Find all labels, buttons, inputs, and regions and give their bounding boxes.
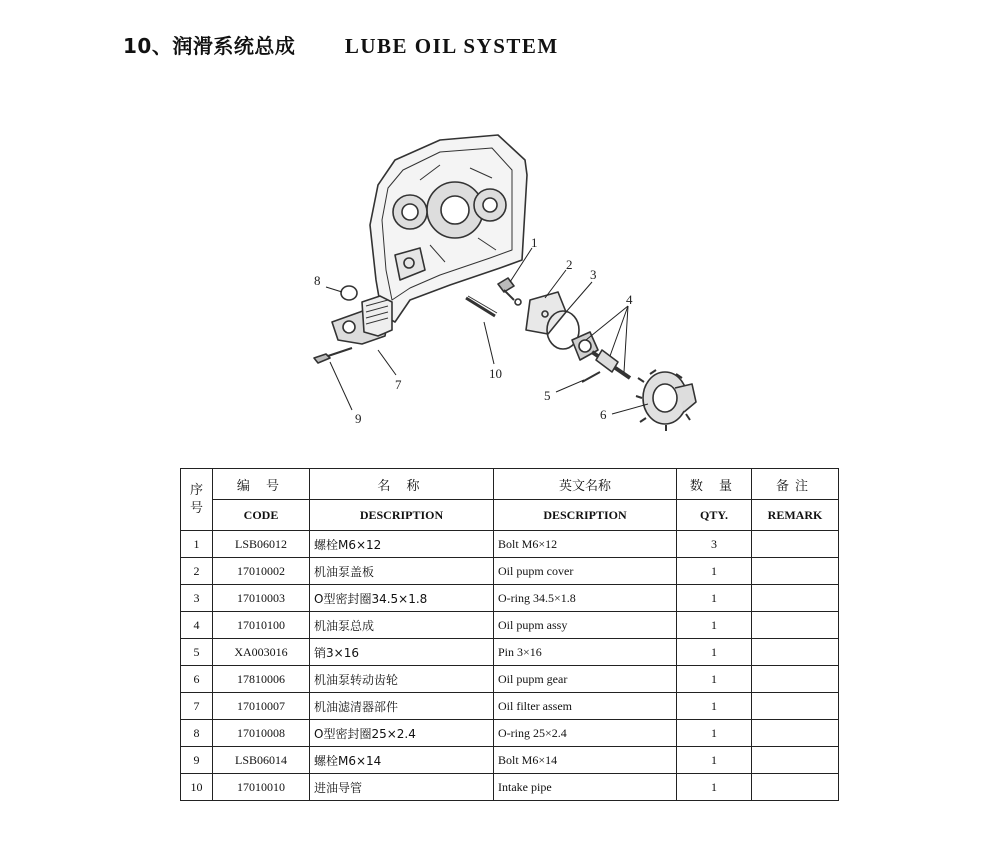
cell-code: 17810006: [213, 666, 310, 693]
cell-no: 1: [181, 531, 213, 558]
callout-8: 8: [314, 273, 321, 288]
callout-4: 4: [626, 292, 633, 307]
cell-name-en: Oil pupm cover: [494, 558, 677, 585]
cell-name-en: Oil pupm gear: [494, 666, 677, 693]
cell-code: 17010008: [213, 720, 310, 747]
cell-remark: [752, 693, 839, 720]
cell-remark: [752, 558, 839, 585]
header-remark-cn: 备注: [752, 469, 839, 500]
header-desc-en-en: DESCRIPTION: [494, 500, 677, 531]
cell-name-cn: O型密封圈34.5×1.8: [310, 585, 494, 612]
cell-qty: 1: [677, 666, 752, 693]
cell-remark: [752, 612, 839, 639]
cell-name-en: O-ring 34.5×1.8: [494, 585, 677, 612]
cell-code: 17010100: [213, 612, 310, 639]
table-row: [181, 774, 839, 801]
cell-remark: [752, 774, 839, 801]
cell-name-en: Bolt M6×14: [494, 747, 677, 774]
cell-remark: [752, 720, 839, 747]
cell-name-en: Bolt M6×12: [494, 531, 677, 558]
header-code-cn: 编 号: [213, 469, 310, 500]
cell-name-cn: O型密封圈25×2.4: [310, 720, 494, 747]
cell-no: 3: [181, 585, 213, 612]
header-seq: 序号: [181, 469, 213, 531]
cell-name-cn: 机油泵总成: [310, 612, 494, 639]
cell-name-en: O-ring 25×2.4: [494, 720, 677, 747]
cell-remark: [752, 585, 839, 612]
cell-name-cn: 机油泵盖板: [310, 558, 494, 585]
title-english: LUBE OIL SYSTEM: [344, 34, 559, 58]
cell-no: 5: [181, 639, 213, 666]
callout-2: 2: [566, 257, 573, 272]
cell-qty: 1: [677, 558, 752, 585]
cell-no: 2: [181, 558, 213, 585]
cell-qty: 1: [677, 612, 752, 639]
cell-remark: [752, 666, 839, 693]
table-row: [181, 585, 839, 612]
cell-code: LSB06014: [213, 747, 310, 774]
header-en-name-cn: 英文名称: [494, 469, 677, 500]
cell-name-cn: 机油泵转动齿轮: [310, 666, 494, 693]
cell-code: LSB06012: [213, 531, 310, 558]
cell-no: 10: [181, 774, 213, 801]
callout-3: 3: [590, 267, 597, 282]
callout-9: 9: [355, 411, 362, 426]
cell-code: 17010003: [213, 585, 310, 612]
table-row: [181, 639, 839, 666]
cell-remark: [752, 747, 839, 774]
header-row-chinese: [181, 469, 839, 500]
cell-qty: 1: [677, 747, 752, 774]
cell-name-en: Pin 3×16: [494, 639, 677, 666]
cell-name-en: Intake pipe: [494, 774, 677, 801]
parts-table: [180, 468, 839, 801]
cell-qty: 1: [677, 639, 752, 666]
cell-name-en: Oil pupm assy: [494, 612, 677, 639]
header-qty-en: QTY.: [677, 500, 752, 531]
callout-5: 5: [544, 388, 551, 403]
callout-7: 7: [395, 377, 402, 392]
header-desc-cn-en: DESCRIPTION: [310, 500, 494, 531]
cell-name-cn: 机油滤清器部件: [310, 693, 494, 720]
title-chinese: 10、润滑系统总成: [123, 34, 296, 58]
table-row: [181, 531, 839, 558]
cell-code: 17010007: [213, 693, 310, 720]
cell-qty: 1: [677, 774, 752, 801]
cell-no: 7: [181, 693, 213, 720]
header-name-cn: 名 称: [310, 469, 494, 500]
callout-6: 6: [600, 407, 607, 422]
cell-qty: 1: [677, 693, 752, 720]
cell-name-en: Oil filter assem: [494, 693, 677, 720]
cell-name-cn: 螺栓M6×12: [310, 531, 494, 558]
cell-remark: [752, 531, 839, 558]
cell-no: 9: [181, 747, 213, 774]
table-row: [181, 747, 839, 774]
table-row: [181, 666, 839, 693]
header-qty-cn: 数 量: [677, 469, 752, 500]
callout-10: 10: [489, 366, 502, 381]
cell-qty: 1: [677, 585, 752, 612]
cell-qty: 1: [677, 720, 752, 747]
header-row-english: [181, 500, 839, 531]
cell-code: 17010002: [213, 558, 310, 585]
cell-name-cn: 进油导管: [310, 774, 494, 801]
cell-code: XA003016: [213, 639, 310, 666]
cell-name-cn: 销3×16: [310, 639, 494, 666]
header-remark-en: REMARK: [752, 500, 839, 531]
table-row: [181, 558, 839, 585]
table-row: [181, 720, 839, 747]
callout-1: 1: [531, 235, 538, 250]
table-row: [181, 693, 839, 720]
table-row: [181, 612, 839, 639]
header-code-en: CODE: [213, 500, 310, 531]
cell-qty: 3: [677, 531, 752, 558]
cell-no: 4: [181, 612, 213, 639]
cell-no: 8: [181, 720, 213, 747]
cell-remark: [752, 639, 839, 666]
cell-code: 17010010: [213, 774, 310, 801]
cell-name-cn: 螺栓M6×14: [310, 747, 494, 774]
cell-no: 6: [181, 666, 213, 693]
